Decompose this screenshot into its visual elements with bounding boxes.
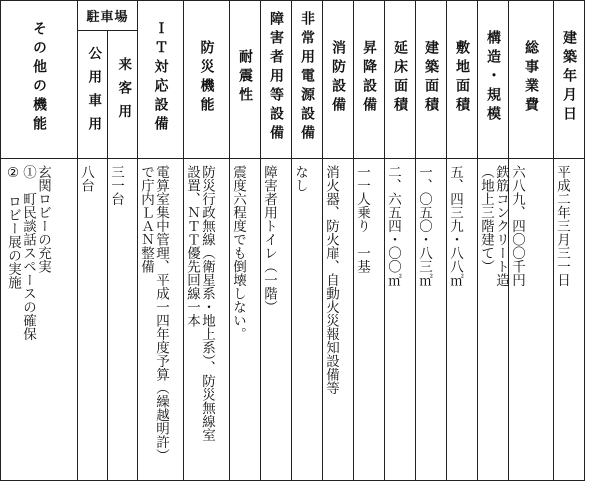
official-parking-value-cell xyxy=(78,159,108,481)
visitor-parking-value: 三一台 xyxy=(108,165,124,206)
floor-area-header: 延床面積 xyxy=(392,39,409,116)
total-cost-value-cell xyxy=(509,159,554,481)
building-area-value-cell xyxy=(416,159,447,481)
floor-area-value: 二、六五四・〇〇㎡ xyxy=(385,165,402,287)
elevator-value-cell xyxy=(354,159,385,481)
accessibility-header-cell xyxy=(261,1,292,159)
visitor-parking-header-cell xyxy=(108,31,138,159)
seismic-header-cell xyxy=(230,1,261,159)
seismic-value: 震度六程度でも倒壊しない。 xyxy=(230,165,247,341)
emergency-power-value-cell xyxy=(292,159,323,481)
completion-value-cell xyxy=(554,159,585,481)
structure-header-cell xyxy=(478,1,509,159)
visitor-parking-header: 来客用 xyxy=(115,57,132,128)
emergency-power-header-cell xyxy=(292,1,323,159)
structure-header: 構造・規模 xyxy=(485,30,502,125)
elevator-header: 昇降設備 xyxy=(361,39,378,116)
completion-header-cell xyxy=(554,1,585,159)
building-area-value: 一、〇五〇・八三㎡ xyxy=(416,165,433,287)
site-area-value: 五、四三九・八八㎡ xyxy=(447,165,464,287)
total-cost-header: 総事業費 xyxy=(523,39,540,116)
accessibility-value-cell xyxy=(261,159,292,481)
disaster-value: 防災行政無線（衛星系・地上系）、防災無線室 設置、ＮＴＴ優先回線一本 xyxy=(184,165,216,442)
other-value-cell xyxy=(1,159,78,481)
completion-header: 建築年月日 xyxy=(561,30,578,125)
disaster-header: 防災機能 xyxy=(198,39,215,116)
it-value: 電算室集中管理、平成一四年度予算（繰越明許） で庁内ＬＡＮ整備 xyxy=(138,165,170,462)
building-area-header: 建築面積 xyxy=(423,39,440,116)
accessibility-value: 障害者用トイレ（一階） xyxy=(261,165,278,314)
accessibility-header: 障害者用等設備 xyxy=(268,11,285,144)
official-parking-header-cell xyxy=(78,31,108,159)
fire-value-cell xyxy=(323,159,354,481)
seismic-value-cell xyxy=(230,159,261,481)
emergency-power-value: なし xyxy=(292,165,309,192)
emergency-power-header: 非常用電源設備 xyxy=(299,11,316,144)
seismic-header: 耐震性 xyxy=(237,49,254,106)
completion-value: 平成二年三月三一日 xyxy=(554,165,571,287)
structure-value: 鉄筋コンクリート造 （地上三階建て） xyxy=(478,165,510,287)
floor-area-header-cell xyxy=(385,1,416,159)
site-area-header: 敷地面積 xyxy=(454,39,471,116)
other-header: その他の機能 xyxy=(31,20,47,135)
elevator-header-cell xyxy=(354,1,385,159)
site-area-value-cell xyxy=(447,159,478,481)
other-header-cell xyxy=(1,1,78,159)
floor-area-value-cell xyxy=(385,159,416,481)
it-header-cell xyxy=(138,1,184,159)
total-cost-value: 六八九、四〇〇千円 xyxy=(509,165,526,287)
total-cost-header-cell xyxy=(509,1,554,159)
parking-title: 駐車場 xyxy=(78,1,138,31)
site-area-header-cell xyxy=(447,1,478,159)
it-header: ＩＴ対応設備 xyxy=(152,20,169,135)
fire-header-cell xyxy=(323,1,354,159)
other-value: 玄関ロビーの充実 ① 町民談話スペースの確保 ② ロビー展の実施 xyxy=(5,165,51,341)
structure-value-cell xyxy=(478,159,509,481)
disaster-header-cell xyxy=(184,1,230,159)
fire-header: 消防設備 xyxy=(330,39,347,116)
it-value-cell xyxy=(138,159,184,481)
building-area-header-cell xyxy=(416,1,447,159)
visitor-parking-value-cell xyxy=(108,159,138,481)
disaster-value-cell xyxy=(184,159,230,481)
official-parking-header: 公用車用 xyxy=(85,45,102,140)
elevator-value: 一一人乗り 一基 xyxy=(354,165,371,273)
fire-value: 消火器、防火扉、自動火災報知設備等 xyxy=(323,165,340,395)
official-parking-value: 八台 xyxy=(78,165,94,192)
